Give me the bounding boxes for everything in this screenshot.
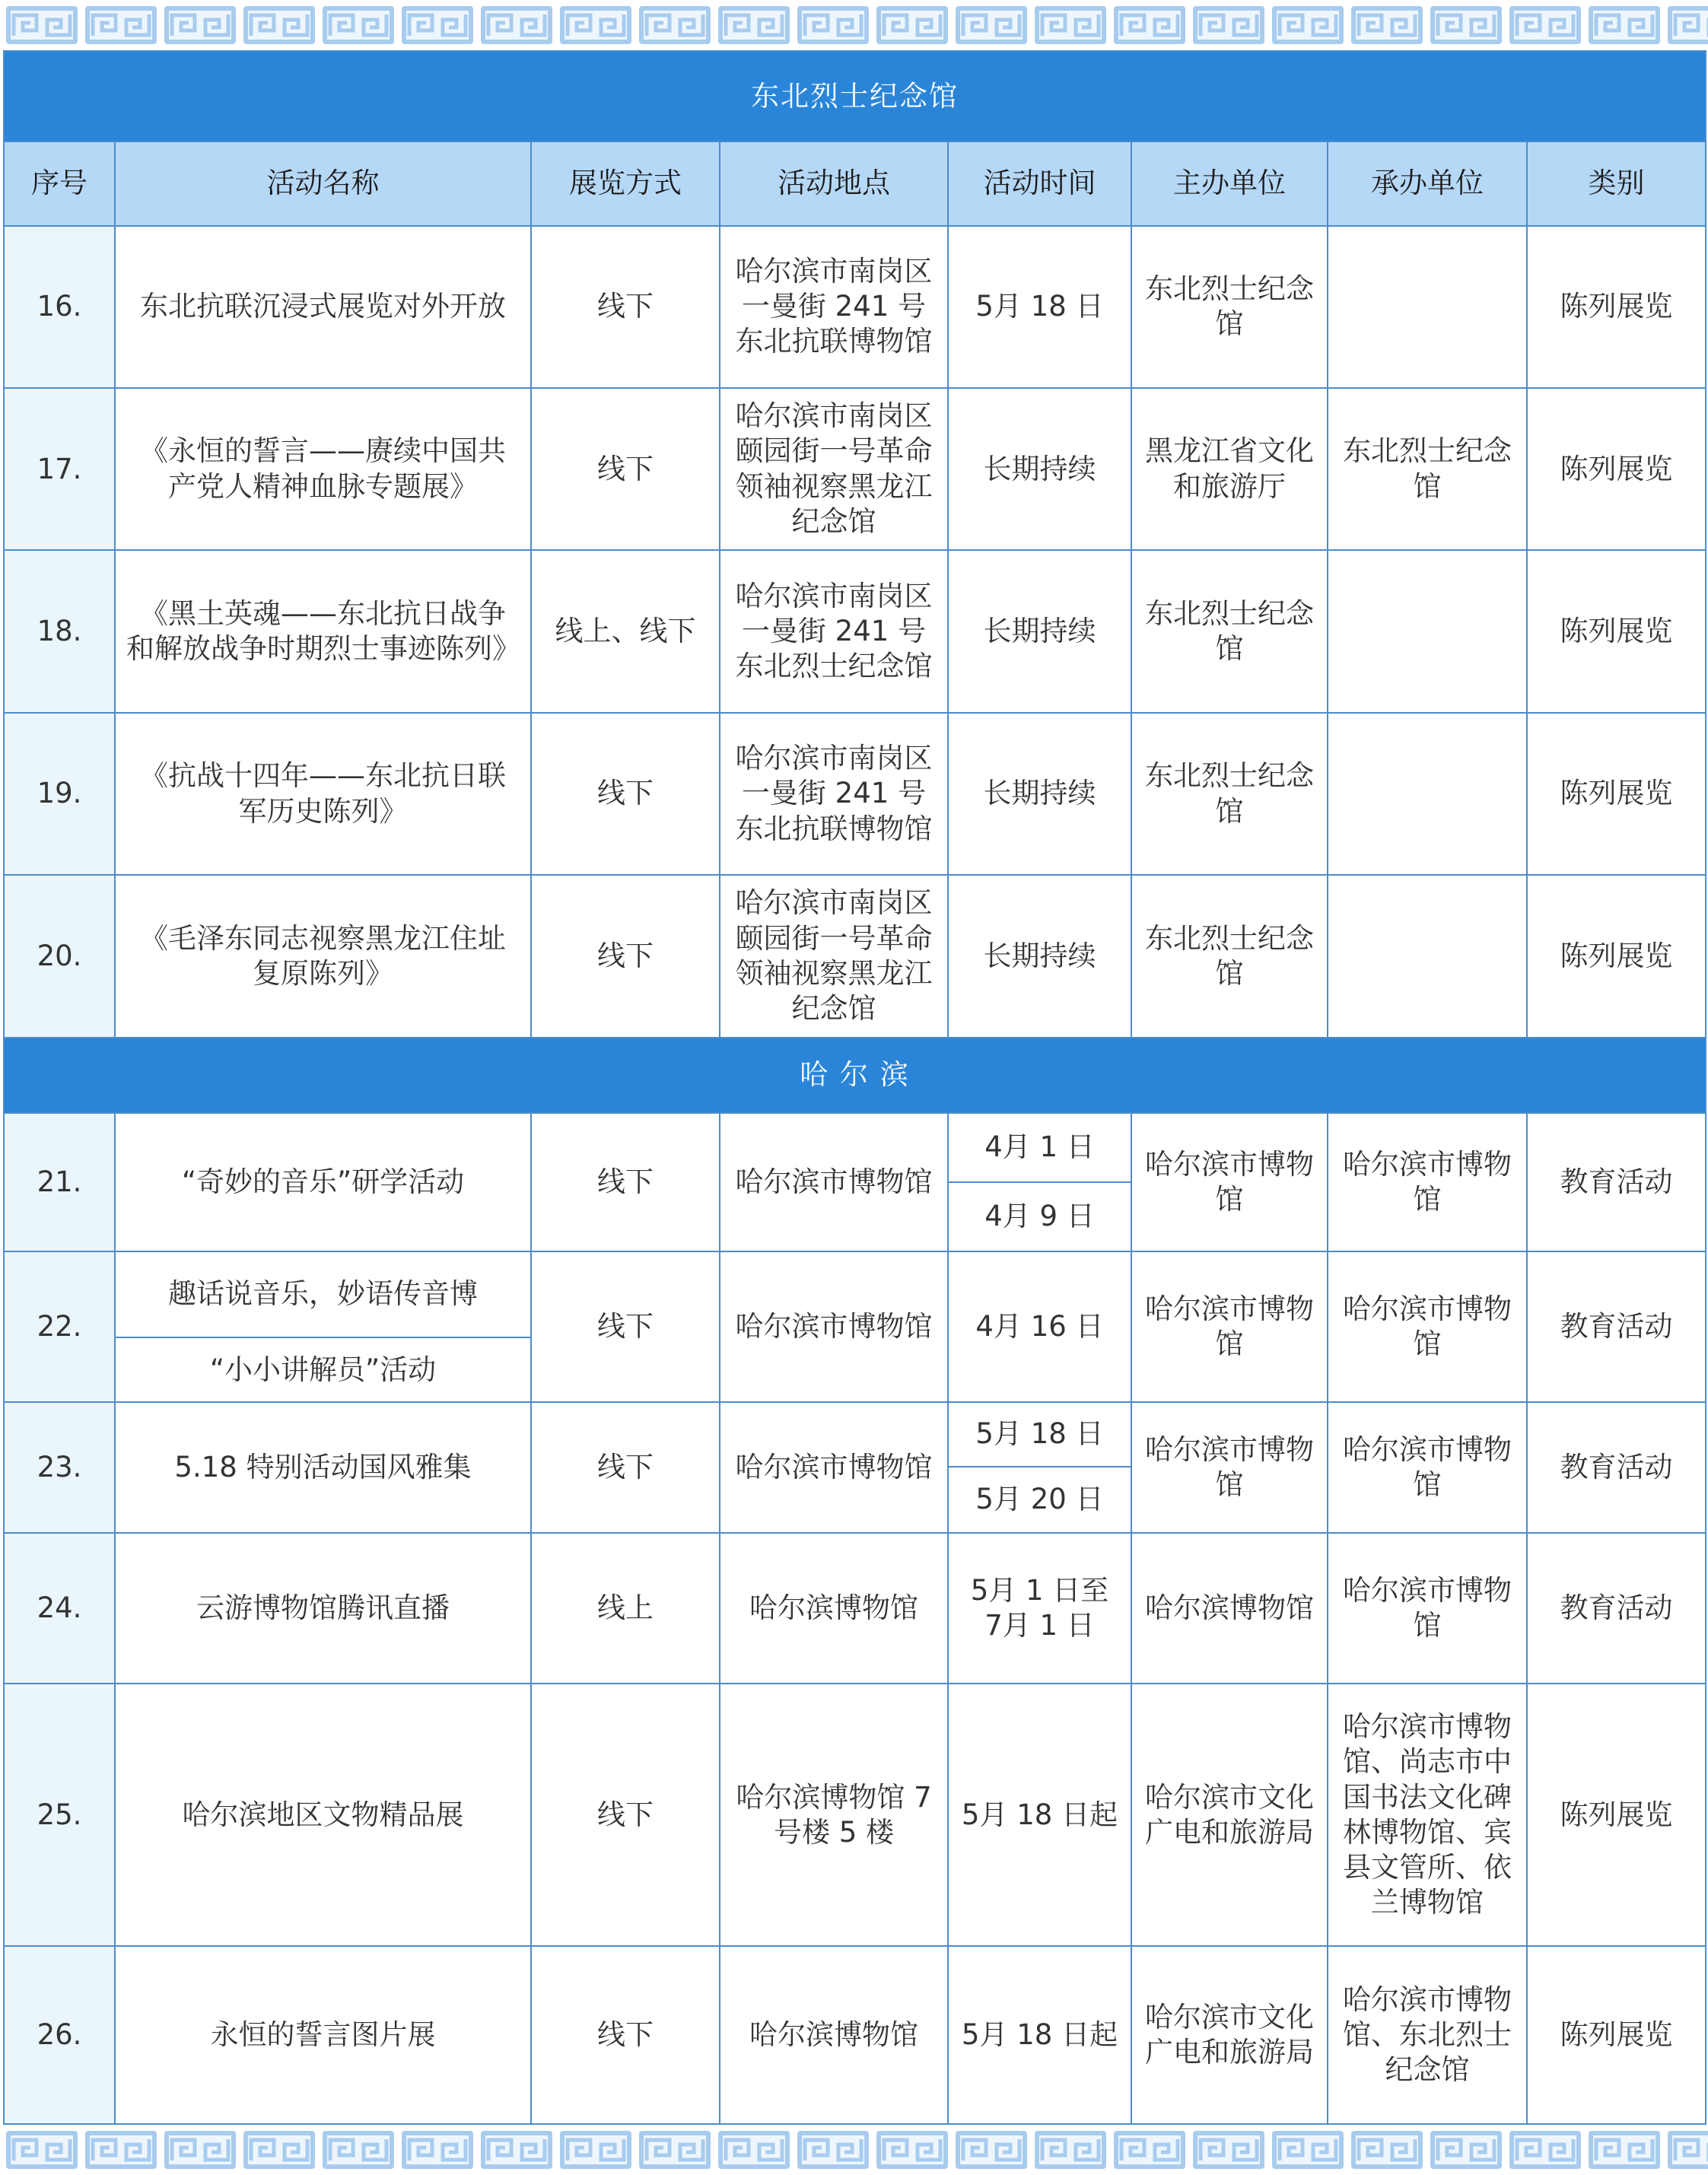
row-time: 长期持续	[948, 388, 1131, 550]
row-organizer: 哈尔滨市博物馆	[1328, 1113, 1527, 1251]
row-mode: 线下	[531, 713, 720, 875]
table-row	[4, 1113, 1706, 1182]
row-name: 《黑土英魂——东北抗日战争和解放战争时期烈士事迹陈列》	[115, 550, 531, 712]
row-place: 哈尔滨市南岗区一曼街 241 号东北抗联博物馆	[720, 713, 948, 875]
row-host: 哈尔滨博物馆	[1131, 1533, 1328, 1684]
table-row	[4, 1684, 1706, 1946]
row-category: 陈列展览	[1527, 713, 1706, 875]
header-place: 活动地点	[720, 142, 948, 225]
row-place: 哈尔滨博物馆	[720, 1946, 948, 2124]
header-name: 活动名称	[115, 142, 531, 225]
row-name: 东北抗联沉浸式展览对外开放	[115, 226, 531, 388]
row-place: 哈尔滨市博物馆	[720, 1113, 948, 1251]
row-seq: 25.	[4, 1684, 115, 1946]
row-time: 4月 9 日	[948, 1182, 1131, 1251]
row-time: 长期持续	[948, 713, 1131, 875]
decorative-border-top	[0, 0, 1708, 50]
row-host: 哈尔滨市博物馆	[1131, 1251, 1328, 1402]
row-name: 哈尔滨地区文物精品展	[115, 1684, 531, 1946]
row-name: “奇妙的音乐”研学活动	[115, 1113, 531, 1251]
row-organizer	[1328, 875, 1527, 1037]
row-name: 《永恒的誓言——赓续中国共产党人精神血脉专题展》	[115, 388, 531, 550]
row-mode: 线上	[531, 1533, 720, 1684]
row-seq: 24.	[4, 1533, 115, 1684]
header-host: 主办单位	[1131, 142, 1328, 225]
header-seq: 序号	[4, 142, 115, 225]
row-time: 4月 1 日	[948, 1113, 1131, 1182]
row-category: 教育活动	[1527, 1113, 1706, 1251]
row-category: 教育活动	[1527, 1251, 1706, 1402]
row-name: 云游博物馆腾讯直播	[115, 1533, 531, 1684]
row-category: 教育活动	[1527, 1533, 1706, 1684]
table-header-row	[4, 142, 1706, 225]
row-mode: 线下	[531, 226, 720, 388]
row-name: 永恒的誓言图片展	[115, 1946, 531, 2124]
section-title: 东北烈士纪念馆	[4, 51, 1706, 142]
row-category: 陈列展览	[1527, 388, 1706, 550]
row-seq: 16.	[4, 226, 115, 388]
row-name: 趣话说音乐，妙语传音博	[115, 1251, 531, 1337]
row-mode: 线下	[531, 388, 720, 550]
row-category: 陈列展览	[1527, 226, 1706, 388]
table-row	[4, 1251, 1706, 1337]
row-place: 哈尔滨博物馆 7 号楼 5 楼	[720, 1684, 948, 1946]
row-organizer: 哈尔滨市博物馆、东北烈士纪念馆	[1328, 1946, 1527, 2124]
row-host: 黑龙江省文化和旅游厅	[1131, 388, 1328, 550]
row-category: 陈列展览	[1527, 1946, 1706, 2124]
row-seq: 23.	[4, 1402, 115, 1533]
row-place: 哈尔滨市博物馆	[720, 1402, 948, 1533]
header-organizer: 承办单位	[1328, 142, 1527, 225]
table-row	[4, 226, 1706, 388]
row-organizer: 哈尔滨市博物馆、尚志市中国书法文化碑林博物馆、宾县文管所、依兰博物馆	[1328, 1684, 1527, 1946]
row-organizer: 哈尔滨市博物馆	[1328, 1251, 1527, 1402]
row-time: 5月 18 日	[948, 1402, 1131, 1467]
row-host: 哈尔滨市博物馆	[1131, 1402, 1328, 1533]
row-time: 5月 18 日起	[948, 1946, 1131, 2124]
activity-schedule-table	[3, 50, 1706, 2125]
row-host: 哈尔滨市博物馆	[1131, 1113, 1328, 1251]
row-organizer: 哈尔滨市博物馆	[1328, 1533, 1527, 1684]
row-category: 陈列展览	[1527, 550, 1706, 712]
row-mode: 线下	[531, 1251, 720, 1402]
row-seq: 21.	[4, 1113, 115, 1251]
row-host: 东北烈士纪念馆	[1131, 713, 1328, 875]
row-organizer	[1328, 550, 1527, 712]
row-mode: 线下	[531, 1684, 720, 1946]
table-row	[4, 875, 1706, 1037]
header-time: 活动时间	[948, 142, 1131, 225]
row-place: 哈尔滨市南岗区一曼街 241 号东北烈士纪念馆	[720, 550, 948, 712]
row-seq: 20.	[4, 875, 115, 1037]
row-mode: 线下	[531, 1402, 720, 1533]
row-category: 陈列展览	[1527, 875, 1706, 1037]
row-host: 哈尔滨市文化广电和旅游局	[1131, 1946, 1328, 2124]
row-time: 5月 18 日起	[948, 1684, 1131, 1946]
row-seq: 17.	[4, 388, 115, 550]
row-name: 《抗战十四年——东北抗日联军历史陈列》	[115, 713, 531, 875]
row-place: 哈尔滨市南岗区颐园街一号革命领袖视察黑龙江纪念馆	[720, 875, 948, 1037]
table-row	[4, 713, 1706, 875]
row-organizer: 东北烈士纪念馆	[1328, 388, 1527, 550]
row-host: 哈尔滨市文化广电和旅游局	[1131, 1684, 1328, 1946]
row-mode: 线下	[531, 1113, 720, 1251]
row-mode: 线下	[531, 1946, 720, 2124]
row-place: 哈尔滨博物馆	[720, 1533, 948, 1684]
row-host: 东北烈士纪念馆	[1131, 550, 1328, 712]
row-place: 哈尔滨市南岗区一曼街 241 号东北抗联博物馆	[720, 226, 948, 388]
table-row	[4, 1946, 1706, 2124]
row-seq: 18.	[4, 550, 115, 712]
row-category: 陈列展览	[1527, 1684, 1706, 1946]
row-time: 长期持续	[948, 550, 1131, 712]
row-seq: 19.	[4, 713, 115, 875]
header-mode: 展览方式	[531, 142, 720, 225]
section-row-harbin	[4, 1038, 1706, 1113]
row-name: 5.18 特别活动国风雅集	[115, 1402, 531, 1533]
row-time: 长期持续	[948, 875, 1131, 1037]
row-time: 5月 18 日	[948, 226, 1131, 388]
row-organizer	[1328, 713, 1527, 875]
row-organizer	[1328, 226, 1527, 388]
section-title: 哈 尔 滨	[4, 1038, 1706, 1113]
row-seq: 22.	[4, 1251, 115, 1402]
row-time: 5月 20 日	[948, 1467, 1131, 1533]
table-row	[4, 550, 1706, 712]
row-organizer: 哈尔滨市博物馆	[1328, 1402, 1527, 1533]
table-row	[4, 388, 1706, 550]
row-name: 《毛泽东同志视察黑龙江住址复原陈列》	[115, 875, 531, 1037]
header-category: 类别	[1527, 142, 1706, 225]
row-time: 5月 1 日至 7月 1 日	[948, 1533, 1131, 1684]
decorative-border-bottom	[0, 2125, 1708, 2175]
row-place: 哈尔滨市博物馆	[720, 1251, 948, 1402]
row-name: “小小讲解员”活动	[115, 1337, 531, 1402]
row-host: 东北烈士纪念馆	[1131, 875, 1328, 1037]
row-host: 东北烈士纪念馆	[1131, 226, 1328, 388]
row-mode: 线下	[531, 875, 720, 1037]
section-row-northeast	[4, 51, 1706, 142]
row-mode: 线上、线下	[531, 550, 720, 712]
row-time: 4月 16 日	[948, 1251, 1131, 1402]
table-row	[4, 1402, 1706, 1467]
row-place: 哈尔滨市南岗区颐园街一号革命领袖视察黑龙江纪念馆	[720, 388, 948, 550]
row-seq: 26.	[4, 1946, 115, 2124]
row-category: 教育活动	[1527, 1402, 1706, 1533]
table-row	[4, 1533, 1706, 1684]
